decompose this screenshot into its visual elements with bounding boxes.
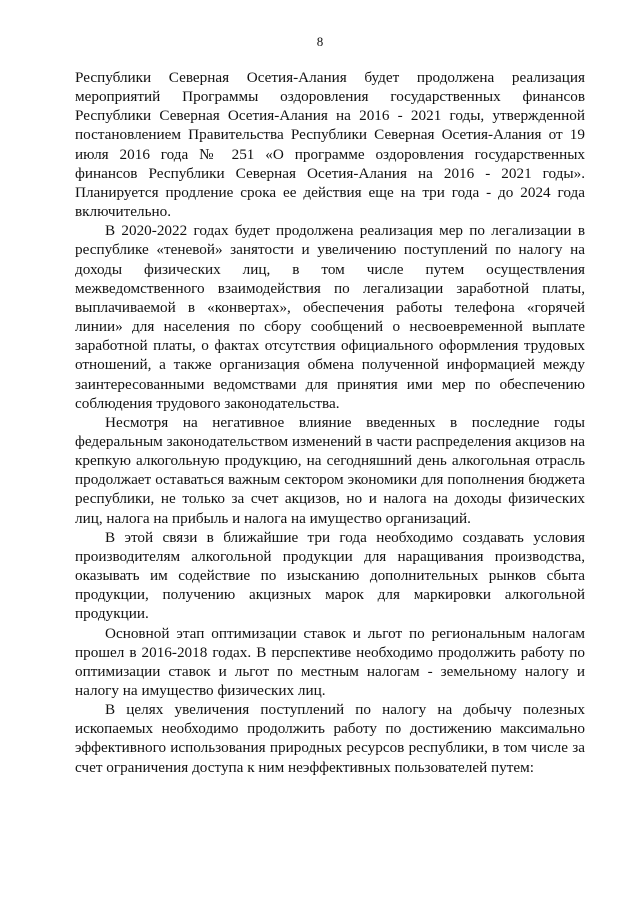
paragraph-shadow-employment: В 2020-2022 годах будет продолжена реализация мер по легализации в республике «теневой» занятости и увеличению поступлений по налогу на доходы физических лиц, в том числе путем осуществления межведомственного взаимодействия по легализации заработной платы, выплачиваемой в «конвертах», обеспечения работы телефона «горячей линии» для населения по сбору сообщений о несвоевременной выплате заработной платы, о фактах отсутствия официального оформления трудовых отношений, а также организация обмена полученной информацией между заинтересованными ведомствами для принятия ими мер по обеспечению соблюдения трудового законодательства. (75, 222, 585, 412)
paragraph-mineral-extraction-tax: В целях увеличения поступлений по налогу на добычу полезных ископаемых необходимо продолжить работу по достижению максимально эффективного использования природных ресурсов республики, в том числе за счет ограничения доступа к ним неэффективных пользователей путем: (75, 701, 585, 776)
paragraph-alcohol-producers: В этой связи в ближайшие три года необходимо создавать условия производителям алкогольной продукции для наращивания производства, оказывать им содействие по изысканию дополнительных рынков сбыта продукции, получению акцизных марок для маркировки алкогольной продукции. (75, 528, 585, 623)
document-body (75, 68, 585, 777)
paragraph-continuation: Республики Северная Осетия-Алания будет продолжена реализация мероприятий Программы оздоровления государственных финансов Республики Северная Осетия-Алания на 2016 - 2021 годы, утвержденной постановлением Правительства Республики Северная Осетия-Алания от 19 июля 2016 года № 251 «О программе оздоровления государственных финансов Республики Северная Осетия-Алания на 2016 - 2021 годы». Планируется продление срока ее действия еще на три года - до 2024 года включительно. (75, 69, 585, 221)
page-number: 8 (316, 34, 324, 49)
paragraph-tax-optimization: Основной этап оптимизации ставок и льгот по региональным налогам прошел в 2016-2018 годах. В перспективе необходимо продолжить работу по оптимизации ставок и льгот по местным налогам - земельному налогу и налогу на имущество физических лиц. (75, 624, 585, 699)
paragraph-alcohol-excise: Несмотря на негативное влияние введенных в последние годы федеральным законодательством изменений в части распределения акцизов на крепкую алкогольную продукцию, на сегодняшний день алкогольная отрасль продолжает оставаться важным сектором экономики для пополнения бюджета республики, не только за счет акцизов, но и налога на доходы физических лиц, налога на прибыль и налога на имущество организаций. (75, 413, 585, 527)
